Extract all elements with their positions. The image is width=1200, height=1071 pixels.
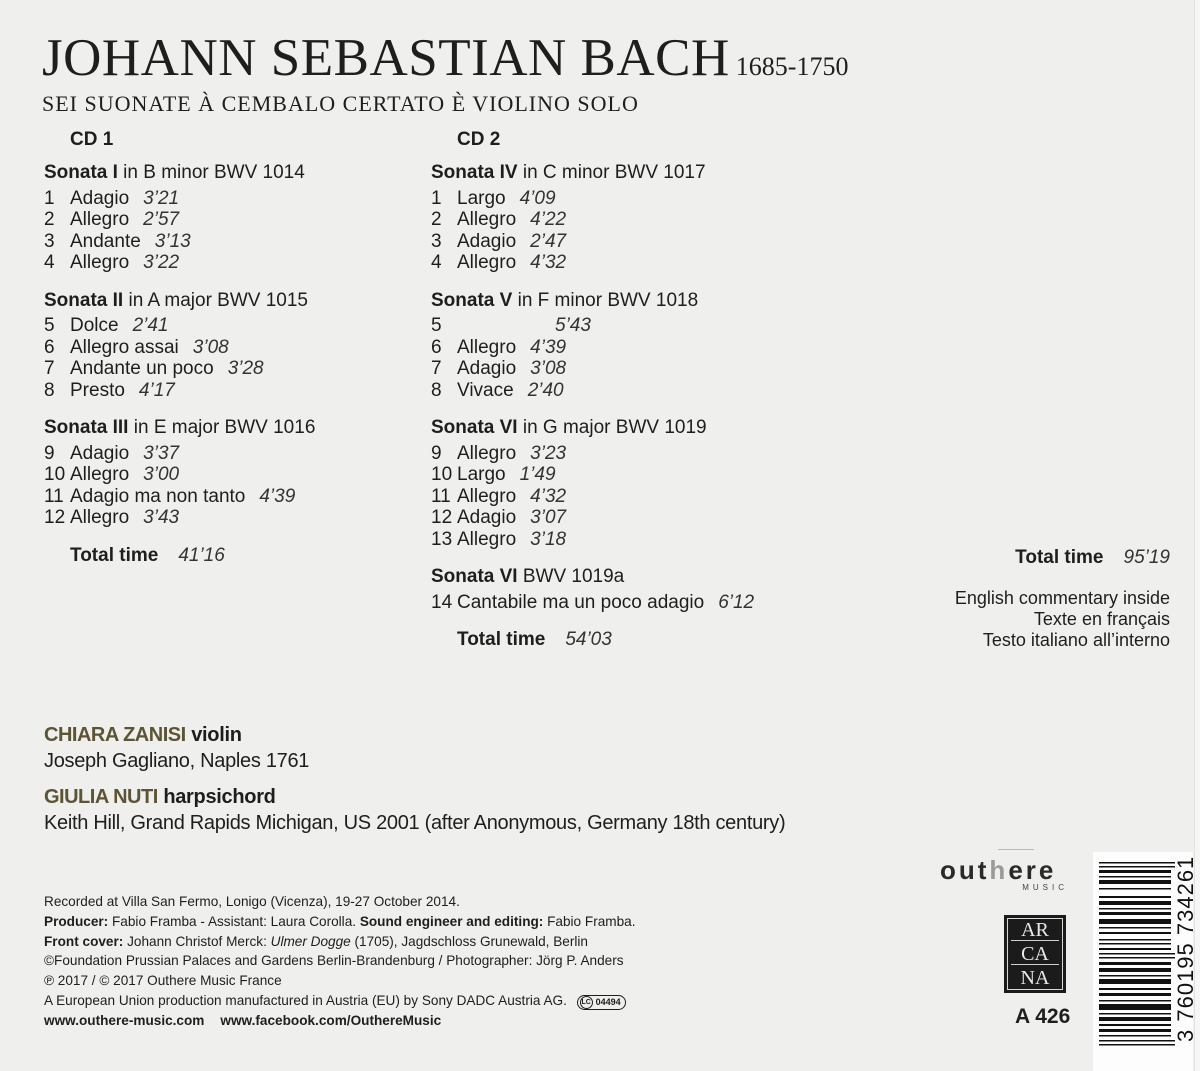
sonata-section [44,162,404,274]
track-num: 3 [44,230,55,252]
sonata-section [431,162,811,274]
track-time: 4’17 [138,379,175,401]
track-num: 12 [44,507,66,528]
track-num: 6 [431,336,442,358]
outhere-music-text: MUSIC [1022,883,1068,892]
track-time: 3’22 [143,252,180,273]
track-name: Adagio ma non tanto [70,485,246,507]
sonata-section [431,566,811,613]
logo-part: h [989,855,1009,885]
track-num: 8 [44,379,55,401]
track-time: 4’39 [259,485,296,507]
track-name: Allegro [70,209,130,230]
manufacture-line [44,991,636,1011]
track-num: 4 [431,252,442,273]
logo-part: out [940,855,990,885]
track-num: 14 [431,591,453,613]
sonata-key: in C minor BWV 1017 [517,162,706,183]
performer-name: CHIARA ZANISI [44,724,186,746]
cd1-sonatas [44,162,404,529]
track-time: 3’08 [192,336,229,358]
foundation-line: ©Foundation Prussian Palaces and Gardens Berlin-Brandenburg / Photographer: Jörg P. Anders [44,953,624,969]
facebook-link[interactable]: www.facebook.com/OuthereMusic [220,1012,442,1028]
cover-title: Ulmer Dogge [270,933,351,949]
track-name: Allegro [457,336,517,358]
track-name: Adagio [70,442,130,464]
catalog-number: A 426 [1015,1005,1071,1028]
sonata-name: Sonata I [44,162,118,183]
track-row [431,358,811,380]
track-name: Largo [457,464,506,485]
arcana-line: NA [1020,966,1050,989]
sonata-title [44,290,404,312]
track-row [431,443,811,465]
track-row [431,464,811,486]
copyright-line: ℗ 2017 / © 2017 Outhere Music France [44,973,282,989]
language-italian: Testo italiano all’interno [982,630,1170,650]
logo-part: ere [1008,855,1057,885]
track-num: 3 [431,230,442,252]
track-num: 7 [44,358,55,379]
track-name: Adagio [70,187,130,209]
sonata-name: Sonata VI [431,566,518,587]
track-num: 5 [431,315,442,336]
arcana-logo [1004,915,1066,993]
grand-total-label: Total time [1015,547,1104,568]
track-row [44,507,404,529]
track-num: 10 [431,464,453,485]
track-time: 2’40 [527,379,564,401]
track-row [431,188,811,210]
track-time: 3’37 [143,442,180,464]
track-time: 3’13 [154,230,191,252]
barcode-digits: 3 760195 734261 [1173,855,1198,1042]
sonata-key: in F minor BWV 1018 [512,289,699,311]
sonata-section [431,290,811,402]
track-num: 11 [44,485,64,507]
website-link[interactable]: www.outhere-music.com [44,1012,205,1028]
web-links [44,1011,636,1031]
track-row [44,380,404,402]
sonata-title [431,566,811,588]
composer-dates: 1685-1750 [735,52,849,81]
track-name: Andante [70,230,141,252]
arcana-logo-inner [1007,918,1063,990]
title-block [42,30,848,115]
credits [44,892,636,1031]
track-num: 4 [44,252,55,273]
track-name: Adagio [457,230,517,252]
total-label: Total time [70,544,159,566]
track-time: 3’28 [227,358,264,379]
track-row [431,529,811,551]
track-time: 3’00 [143,464,180,485]
sonata-key: BWV 1019a [517,566,625,587]
track-name: Allegro assai [70,336,179,358]
track-num: 5 [44,315,55,336]
track-row [44,443,404,465]
track-row [44,358,404,380]
track-time: 4’39 [530,336,567,358]
track-time: 6’12 [718,591,755,613]
outhere-wordmark [940,855,1070,886]
language-english: English commentary inside [954,588,1170,608]
sonata-title [44,417,404,439]
track-name: Allegro [70,464,130,485]
grand-total-time: 95’19 [1123,547,1170,568]
track-row [431,486,811,508]
engineer-label: Sound engineer and editing: [359,913,544,929]
composer-name: JOHANN SEBASTIAN BACH [42,29,730,87]
instrument-detail: Keith Hill, Grand Rapids Michigan, US 2001 (after Anonymous, Germany 18th century) [44,812,786,834]
track-time: 3’21 [143,187,180,209]
track-row [44,486,404,508]
track-name: Adagio [457,507,517,528]
track-name: Presto [70,379,125,401]
track-name: Allegro [70,507,130,528]
lc-code: 04494 [595,996,621,1007]
performers [44,722,785,846]
sonata-name: Sonata III [44,417,129,438]
track-time: 4’32 [530,485,567,507]
performer-harpsichord [44,784,785,810]
arcana-line: AR [1011,920,1060,941]
sonata-key: in A major BWV 1015 [123,289,309,311]
cd2-tracklist [431,128,811,651]
producer-value: Fabio Framba - Assistant: Laura Corolla. [108,913,360,929]
cover-artist: Johann Christof Merck: [123,933,271,949]
track-num: 6 [44,336,55,358]
track-num: 1 [44,187,55,209]
sonata-section [44,290,404,402]
sonata-title [431,162,811,184]
sonata-title [44,162,404,184]
track-num: 11 [431,485,451,507]
language-notes [955,588,1170,651]
track-name: Dolce [70,315,119,336]
producer-label: Producer: [44,913,109,929]
track-row [44,464,404,486]
track-num: 7 [431,358,442,379]
arcana-line: CA [1011,944,1060,965]
cover-location: (1705), Jagdschloss Grunewald, Berlin [350,933,588,949]
track-name: Largo [457,187,506,209]
sonata-section [431,417,811,550]
track-row [44,188,404,210]
track-time: 3’08 [530,358,567,379]
track-row [431,252,811,274]
sonata-name: Sonata V [431,289,513,311]
sonata-name: Sonata IV [431,162,518,183]
track-time: 4’22 [530,209,567,230]
sonata-section [44,417,404,529]
track-row [431,209,811,231]
manufacture-text: A European Union production manufactured in Austria (EU) by Sony DADC Austria AG. [44,992,567,1008]
track-time: 3’43 [143,507,180,528]
barcode-bars-icon [1099,862,1175,1052]
label-code-badge [577,995,626,1010]
cd2-heading: CD 2 [457,129,501,150]
track-row [431,315,811,337]
track-time: 5’43 [555,315,591,336]
barcode [1093,852,1198,1071]
track-num: 1 [431,187,442,209]
track-row [44,231,404,253]
sonata-name: Sonata II [44,289,124,311]
total-label: Total time [457,629,546,650]
track-row [431,231,811,253]
track-num: 13 [431,528,453,550]
cover-line [44,932,636,952]
track-name: Adagio [457,358,517,379]
engineer-value: Fabio Framba. [543,913,636,929]
track-name: Allegro [70,252,130,273]
track-time: 4’09 [519,187,556,209]
sonata-key: in E major BWV 1016 [128,417,316,438]
sonata-title [431,290,811,312]
track-row [44,315,404,337]
track-time: 2’47 [530,230,567,252]
producer-line [44,912,636,932]
sonata-key: in B minor BWV 1014 [117,162,305,183]
track-row [44,252,404,274]
track-num: 10 [44,464,66,485]
cd1-heading: CD 1 [70,129,114,150]
track-row [44,337,404,359]
cover-label: Front cover: [44,933,124,949]
performer-violin [44,722,785,748]
track-name: Andante un poco [70,358,214,379]
track-time: 2’57 [143,209,180,230]
staff-lines-icon [998,849,1034,879]
performer-instrument: violin [191,724,242,746]
total-time: 41’16 [178,544,225,566]
cd1-total [70,545,404,567]
cd2-sonatas [431,162,811,613]
track-num: 2 [431,209,442,230]
track-name: Allegro [457,485,517,507]
track-row [431,380,811,402]
track-num: 9 [44,442,55,464]
track-name: Allegro [457,528,517,550]
track-name: Allegro [457,252,517,273]
track-name: Cantabile ma un poco adagio [457,591,705,613]
track-time: 2’41 [132,315,169,336]
grand-total [1015,547,1170,569]
track-time: 3’07 [530,507,567,528]
language-french: Texte en français [1033,609,1170,629]
track-row [431,507,811,529]
total-time: 54’03 [565,629,612,650]
composer-title [42,30,848,95]
track-row [44,209,404,231]
cd2-total [457,629,811,651]
track-row [431,337,811,359]
performer-instrument: harpsichord [163,786,276,808]
instrument-detail: Joseph Gagliano, Naples 1761 [44,750,310,772]
track-time: 1’49 [519,464,556,485]
track-time: 3’18 [530,528,567,550]
sonata-key: in G major BWV 1019 [517,417,707,438]
performer-name: GIULIA NUTI [44,786,158,808]
track-time: 4’32 [530,252,567,273]
track-time: 3’23 [530,442,567,464]
track-name: Vivace [457,379,514,401]
track-name: Allegro [457,209,517,230]
track-num: 9 [431,442,442,464]
cd1-tracklist [44,128,404,566]
recording-info: Recorded at Villa San Fermo, Lonigo (Vicenza), 19-27 October 2014. [44,894,460,909]
sonata-name: Sonata VI [431,417,518,438]
lc-icon: LC [580,996,593,1009]
track-row [431,592,811,614]
track-num: 2 [44,209,55,230]
track-num: 12 [431,507,453,528]
work-subtitle: SEI SUONATE À CEMBALO CERTATO È VIOLINO SOLO [42,91,639,116]
outhere-music-logo [940,855,1070,892]
sonata-title [431,417,811,439]
track-num: 8 [431,379,442,401]
track-name: Allegro [457,442,517,464]
